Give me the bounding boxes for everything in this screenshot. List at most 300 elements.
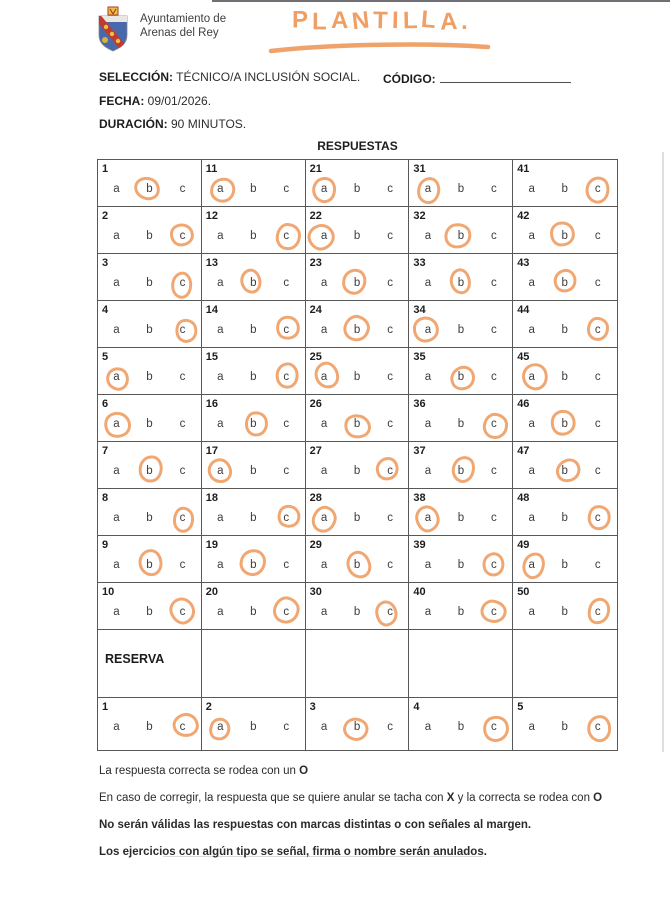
options-row: [513, 558, 617, 572]
answer-cell-q41: [513, 160, 617, 207]
option-c: c: [179, 371, 186, 383]
option-b: b: [561, 606, 568, 618]
marker-circle: [210, 177, 237, 204]
answer-cell-q50: [513, 583, 617, 630]
option-c: c: [594, 418, 601, 430]
option-b: b: [457, 418, 465, 430]
answers-grid: [97, 159, 618, 751]
option-a: a: [320, 277, 328, 289]
reserva-label-cell: [98, 630, 202, 698]
options-row: [98, 511, 201, 525]
option-c: c: [477, 558, 510, 572]
answer-cell-q23: [306, 254, 410, 301]
option-c: c: [387, 418, 393, 430]
option-c: c: [179, 418, 186, 430]
marker-circle: [206, 456, 235, 485]
options-row: [409, 511, 512, 525]
option-b: b: [561, 721, 568, 733]
reserva-cell-q3: [306, 698, 410, 750]
options-row: [306, 720, 409, 734]
option-a: a: [424, 230, 432, 242]
option-b: b: [237, 417, 270, 431]
answer-cell-q11: [202, 160, 306, 207]
answer-cell-q30: [306, 583, 410, 630]
options-row: [409, 605, 512, 619]
option-c: c: [594, 559, 601, 571]
question-number: 40: [413, 586, 426, 598]
marker-circle: [341, 268, 367, 296]
option-a: a: [424, 277, 432, 289]
answer-cell-q17: [202, 442, 306, 489]
question-number: 10: [102, 586, 115, 598]
option-c: c: [270, 605, 303, 619]
answer-cell-q34: [409, 301, 513, 348]
options-row: [306, 558, 409, 572]
answer-cell-q2: [98, 207, 202, 254]
marker-circle: [312, 359, 341, 390]
option-a: a: [308, 182, 341, 196]
answer-cell-q4: [98, 301, 202, 348]
marker-circle: [270, 593, 303, 627]
marker-circle: [416, 176, 441, 204]
option-c: c: [270, 511, 303, 525]
marker-circle: [138, 455, 162, 482]
answer-cell-q20: [202, 583, 306, 630]
option-c: c: [491, 230, 497, 242]
option-b: b: [353, 465, 361, 477]
question-number: 44: [517, 304, 530, 316]
answer-cell-q19: [202, 536, 306, 583]
options-row: [98, 417, 201, 431]
options-row: [306, 464, 409, 478]
option-c: c: [166, 605, 199, 619]
option-b: b: [444, 464, 477, 478]
option-a: a: [113, 277, 120, 289]
handwritten-letter: N: [350, 6, 375, 36]
marker-circle: [480, 550, 507, 578]
option-b: b: [341, 323, 374, 337]
option-a: a: [100, 370, 133, 384]
marker-circle: [244, 411, 268, 438]
option-b: b: [146, 371, 153, 383]
codigo-line: [383, 70, 571, 86]
option-a: a: [113, 606, 120, 618]
option-b: b: [341, 558, 374, 572]
org-line-1: Ayuntamiento de: [140, 13, 227, 25]
fecha-label: FECHA:: [99, 94, 145, 108]
question-number: 4: [102, 304, 109, 316]
option-c: c: [270, 370, 303, 384]
option-b: b: [133, 558, 166, 572]
option-c: c: [179, 183, 186, 195]
empty-cell: [409, 630, 513, 698]
answer-cell-q13: [202, 254, 306, 301]
option-a: a: [528, 721, 535, 733]
options-row: [306, 417, 409, 431]
options-row: [202, 511, 305, 525]
marker-circle: [101, 409, 133, 440]
option-a: a: [528, 183, 535, 195]
fecha-value: 09/01/2026.: [144, 94, 212, 108]
option-a: a: [113, 512, 120, 524]
question-number: 38: [413, 492, 426, 504]
marker-circle: [309, 174, 339, 205]
option-a: a: [528, 512, 535, 524]
answer-cell-q22: [306, 207, 410, 254]
question-number: 26: [309, 398, 322, 410]
option-c: c: [581, 605, 614, 619]
option-c: c: [477, 417, 510, 431]
option-c: c: [166, 323, 199, 337]
answer-cell-q37: [409, 442, 513, 489]
option-a: a: [113, 465, 120, 477]
marker-circle: [304, 220, 339, 254]
handwritten-letter: A: [439, 7, 462, 36]
handwritten-letter: L: [402, 6, 422, 35]
answer-cell-q48: [513, 489, 617, 536]
options-row: [513, 323, 617, 337]
question-number: 8: [102, 492, 109, 504]
option-a: a: [113, 721, 120, 733]
question-number: 1: [102, 701, 109, 713]
marker-circle: [342, 412, 373, 441]
option-b: b: [561, 559, 568, 571]
option-c: c: [387, 277, 393, 289]
handwritten-letter: I: [391, 7, 404, 35]
question-number: 42: [517, 210, 530, 222]
option-a: a: [204, 182, 237, 196]
option-b: b: [353, 230, 361, 242]
instruction-emphasis: O: [299, 765, 309, 777]
option-c: c: [387, 324, 393, 336]
question-number: 13: [205, 257, 219, 269]
marker-circle: [413, 503, 443, 535]
handwritten-letter: P: [291, 6, 313, 34]
option-a: a: [528, 418, 535, 430]
option-a: a: [320, 324, 328, 336]
marker-circle: [340, 312, 373, 346]
marker-circle: [274, 501, 304, 531]
option-b: b: [353, 606, 361, 618]
option-c: c: [491, 277, 497, 289]
handwritten-letter: T: [373, 6, 393, 35]
options-row: [202, 229, 305, 243]
marker-circle: [131, 175, 161, 203]
answer-cell-q24: [306, 301, 410, 348]
option-a: a: [528, 230, 535, 242]
option-a: a: [528, 465, 535, 477]
marker-circle: [519, 360, 551, 393]
option-a: a: [424, 371, 432, 383]
option-a: a: [308, 511, 341, 525]
question-number: 49: [517, 539, 530, 551]
option-a: a: [217, 324, 224, 336]
option-a: a: [320, 418, 328, 430]
instruction-line: [99, 792, 602, 819]
option-c: c: [283, 559, 290, 571]
option-b: b: [250, 606, 257, 618]
options-row: [306, 229, 409, 243]
option-c: c: [283, 277, 290, 289]
options-row: [306, 511, 409, 525]
marker-circle: [275, 222, 302, 251]
duracion-value: 90 MINUTOS.: [167, 117, 247, 131]
options-row: [306, 605, 409, 619]
option-a: a: [308, 229, 341, 243]
option-c: c: [581, 511, 614, 525]
marker-circle: [443, 222, 473, 250]
handwritten-letter: L: [311, 8, 331, 36]
marker-circle: [206, 715, 234, 744]
marker-circle: [552, 455, 583, 485]
codigo-blank-field: [440, 70, 571, 83]
org-line-2: Arenas del Rey: [140, 27, 219, 39]
question-number: 21: [309, 163, 322, 175]
option-b: b: [457, 606, 465, 618]
option-c: c: [387, 559, 393, 571]
option-a: a: [424, 606, 432, 618]
question-number: 34: [413, 304, 426, 316]
options-row: [513, 464, 617, 478]
options-row: [202, 558, 305, 572]
marker-circle: [170, 711, 200, 739]
question-number: 50: [517, 586, 530, 598]
question-number: 25: [309, 351, 322, 363]
options-row: [513, 605, 617, 619]
answer-cell-q45: [513, 348, 617, 395]
question-number: 9: [102, 539, 109, 551]
marker-circle: [169, 223, 194, 247]
options-row: [202, 323, 305, 337]
option-c: c: [179, 559, 186, 571]
codigo-label: CÓDIGO:: [383, 72, 436, 86]
fecha-line: [99, 94, 211, 108]
instruction-emphasis: X: [446, 792, 455, 804]
scan-edge-right: [662, 152, 664, 752]
option-b: b: [561, 324, 568, 336]
option-a: a: [217, 230, 224, 242]
option-b: b: [457, 512, 465, 524]
option-b: b: [250, 465, 257, 477]
option-b: b: [146, 324, 153, 336]
question-number: 46: [517, 398, 530, 410]
answer-cell-q27: [306, 442, 410, 489]
option-c: c: [491, 512, 497, 524]
option-a: a: [411, 511, 444, 525]
answer-cell-q10: [98, 583, 202, 630]
duracion-line: [99, 117, 246, 131]
options-row: [409, 558, 512, 572]
option-b: b: [548, 417, 581, 431]
options-row: [513, 182, 617, 196]
question-number: 33: [413, 257, 426, 269]
option-c: c: [387, 512, 393, 524]
marker-circle: [173, 317, 199, 344]
seleccion-line: [99, 70, 360, 84]
option-b: b: [444, 276, 477, 290]
option-b: b: [341, 417, 374, 431]
question-number: 32: [413, 210, 426, 222]
question-number: 39: [413, 539, 426, 551]
option-c: c: [166, 229, 199, 243]
option-a: a: [100, 417, 133, 431]
answers-title: RESPUESTAS: [317, 139, 398, 153]
option-a: a: [217, 606, 224, 618]
options-row: [202, 276, 305, 290]
question-number: 2: [205, 701, 212, 713]
options-row: [409, 417, 512, 431]
options-row: [409, 182, 512, 196]
reserva-cell-q1: [98, 698, 202, 750]
option-c: c: [581, 720, 614, 734]
question-number: 29: [309, 539, 322, 551]
option-a: a: [424, 418, 432, 430]
question-number: 35: [413, 351, 426, 363]
marker-circle: [584, 595, 614, 627]
option-b: b: [237, 558, 270, 572]
option-b: b: [250, 230, 257, 242]
option-c: c: [374, 605, 407, 619]
question-number: 36: [413, 398, 426, 410]
answer-cell-q29: [306, 536, 410, 583]
marker-circle: [518, 549, 549, 582]
marker-circle: [240, 268, 263, 295]
options-row: [98, 370, 201, 384]
option-b: b: [561, 183, 568, 195]
instruction-text: y la correcta se rodea con: [454, 792, 594, 804]
option-b: b: [146, 721, 153, 733]
coat-of-arms-logo: [93, 6, 133, 54]
option-b: b: [548, 276, 581, 290]
marker-circle: [308, 503, 340, 537]
option-a: a: [515, 370, 548, 384]
question-number: 31: [413, 163, 426, 175]
options-row: [409, 464, 512, 478]
question-number: 15: [205, 351, 219, 363]
marker-circle: [582, 174, 612, 207]
option-a: a: [204, 464, 237, 478]
option-a: a: [217, 418, 224, 430]
option-c: c: [387, 230, 393, 242]
option-a: a: [217, 371, 224, 383]
options-row: [306, 276, 409, 290]
marker-circle: [449, 268, 472, 295]
question-number: 30: [309, 586, 322, 598]
instruction-line: [99, 846, 602, 873]
answer-cell-q6: [98, 395, 202, 442]
option-c: c: [594, 371, 601, 383]
marker-circle: [550, 266, 579, 295]
marker-circle: [587, 505, 611, 531]
option-a: a: [515, 558, 548, 572]
seleccion-label: SELECCIÓN:: [99, 70, 174, 84]
option-b: b: [444, 370, 477, 384]
question-number: 18: [205, 492, 219, 504]
scan-edge-top: [212, 0, 670, 2]
empty-cell: [202, 630, 306, 698]
option-c: c: [166, 511, 199, 525]
question-number: 1: [102, 163, 109, 175]
option-b: b: [250, 512, 257, 524]
option-a: a: [204, 720, 237, 734]
option-a: a: [528, 324, 535, 336]
question-number: 37: [413, 445, 426, 457]
question-number: 17: [205, 445, 219, 457]
option-c: c: [491, 371, 497, 383]
option-c: c: [270, 229, 303, 243]
option-c: c: [166, 720, 199, 734]
option-a: a: [320, 606, 328, 618]
answer-cell-q15: [202, 348, 306, 395]
answer-cell-q26: [306, 395, 410, 442]
option-c: c: [283, 183, 290, 195]
option-b: b: [250, 183, 257, 195]
option-c: c: [387, 371, 393, 383]
option-c: c: [491, 324, 497, 336]
answer-cell-q9: [98, 536, 202, 583]
marker-circle: [447, 363, 478, 393]
option-b: b: [146, 277, 153, 289]
answer-cell-q28: [306, 489, 410, 536]
empty-cell: [306, 630, 410, 698]
marker-circle: [165, 594, 198, 628]
instruction-line: [99, 819, 602, 846]
answer-cell-q25: [306, 348, 410, 395]
option-a: a: [113, 183, 120, 195]
marker-circle: [238, 547, 269, 578]
option-b: b: [444, 229, 477, 243]
options-row: [409, 229, 512, 243]
question-number: 7: [102, 445, 109, 457]
options-row: [98, 182, 201, 196]
instruction-line: [99, 765, 602, 792]
marker-circle: [548, 408, 578, 439]
question-number: 12: [205, 210, 219, 222]
organization-name: [140, 12, 226, 40]
answer-cell-q14: [202, 301, 306, 348]
option-b: b: [133, 464, 166, 478]
option-c: c: [283, 721, 290, 733]
options-row: [98, 229, 201, 243]
option-a: a: [424, 721, 432, 733]
reserva-cell-q5: [513, 698, 617, 750]
option-c: c: [270, 323, 303, 337]
option-c: c: [179, 465, 186, 477]
option-a: a: [113, 230, 120, 242]
options-row: [513, 229, 617, 243]
options-row: [409, 323, 512, 337]
option-c: c: [166, 276, 199, 290]
options-row: [409, 370, 512, 384]
answer-cell-q42: [513, 207, 617, 254]
question-number: 28: [309, 492, 322, 504]
question-number: 5: [517, 701, 524, 713]
marker-circle: [481, 412, 509, 441]
options-row: [202, 464, 305, 478]
question-number: 3: [102, 257, 109, 269]
answer-cell-q8: [98, 489, 202, 536]
option-a: a: [217, 277, 224, 289]
option-b: b: [341, 276, 374, 290]
option-a: a: [217, 512, 224, 524]
reserva-cell-q4: [409, 698, 513, 750]
options-row: [202, 417, 305, 431]
options-row: [513, 511, 617, 525]
option-c: c: [594, 230, 601, 242]
answer-cell-q47: [513, 442, 617, 489]
option-b: b: [457, 324, 465, 336]
option-b: b: [146, 512, 153, 524]
